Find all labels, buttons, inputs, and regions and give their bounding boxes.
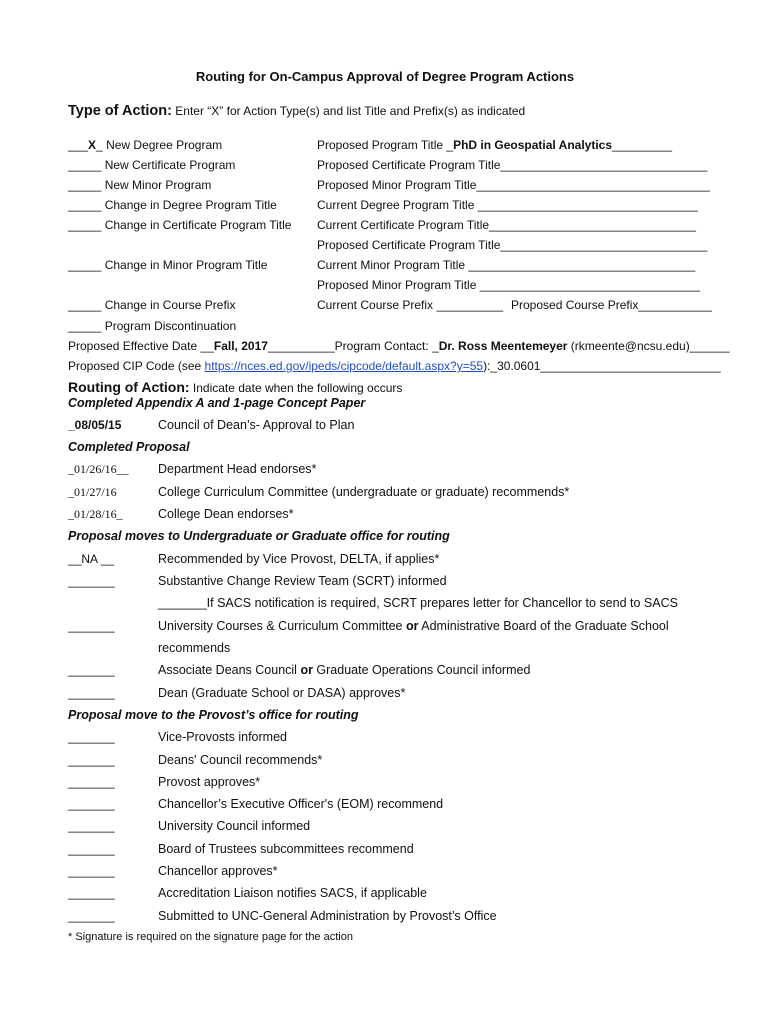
- step-college-curriculum: College Curriculum Committee (undergraduate or graduate) recommends*: [158, 485, 570, 499]
- action-mark: _____: [68, 178, 102, 192]
- current-minor-title-field: Current Minor Program Title __________________________________: [317, 258, 696, 272]
- action-mark-blank-tail: _: [96, 138, 103, 152]
- action-mark: X: [88, 138, 97, 152]
- cip-label: Proposed CIP Code (see: [68, 359, 205, 373]
- routing-instruction: Indicate date when the following occurs: [189, 381, 403, 395]
- action-mark: _____: [68, 258, 102, 272]
- contact-name: Dr. Ross Meentemeyer: [438, 339, 568, 353]
- action-label: Program Discontinuation: [104, 319, 237, 333]
- step-eom: Chancellor’s Executive Officer's (EOM) recommend: [158, 797, 444, 811]
- effective-date-value: Fall, 2017: [213, 339, 268, 353]
- current-certificate-title-field: Current Certificate Program Title_______________________________: [317, 218, 696, 232]
- action-label: New Degree Program: [106, 138, 223, 152]
- proposed-minor-title-field: Proposed Minor Program Title___________________________________: [317, 178, 710, 192]
- action-change-minor: [68, 258, 267, 272]
- field-label: Proposed Program Title _: [317, 138, 454, 152]
- step-date: _______: [68, 730, 115, 744]
- step-unc-ga: Submitted to UNC-General Administration by Provost’s Office: [158, 909, 497, 923]
- action-label: New Certificate Program: [104, 158, 236, 172]
- step-dean-approves: Dean (Graduate School or DASA) approves*: [158, 686, 406, 700]
- page-title: Routing for On-Campus Approval of Degree Program Actions: [195, 69, 575, 84]
- step-date: _______: [68, 797, 115, 811]
- action-new-degree: [68, 138, 222, 152]
- step-university-council: University Council informed: [158, 819, 311, 833]
- step-scrt: Substantive Change Review Team (SCRT) informed: [158, 574, 447, 588]
- step-date: _01/28/16_: [68, 507, 123, 521]
- step-accreditation: Accreditation Liaison notifies SACS, if applicable: [158, 886, 427, 900]
- step-date: _______: [68, 686, 115, 700]
- action-label: Change in Certificate Program Title: [104, 218, 292, 232]
- step-text: Associate Deans Council: [158, 663, 301, 677]
- action-label: New Minor Program: [104, 178, 212, 192]
- step-date: _01/26/16__: [68, 462, 129, 476]
- step-date: _______: [68, 663, 115, 677]
- routing-label: Routing of Action:: [68, 379, 190, 395]
- step-chancellor: Chancellor approves*: [158, 864, 278, 878]
- field-value: PhD in Geospatial Analytics: [453, 138, 613, 152]
- step-vice-provosts: Vice-Provosts informed: [158, 730, 287, 744]
- proposed-program-title-field: [317, 138, 672, 152]
- routing-of-action-line: [68, 379, 402, 395]
- step-provost: Provost approves*: [158, 775, 261, 789]
- action-label: Change in Course Prefix: [104, 298, 236, 312]
- step-college-dean: College Dean endorses*: [158, 507, 294, 521]
- cip-value: ):_30.0601___________________________: [483, 359, 721, 373]
- section-heading-concept: Completed Appendix A and 1-page Concept Paper: [68, 396, 366, 410]
- step-date: _______: [68, 909, 115, 923]
- action-new-minor: [68, 178, 211, 192]
- cip-link[interactable]: https://nces.ed.gov/ipeds/cipcode/default.aspx?y=55: [204, 359, 484, 373]
- action-mark-blank: ___: [68, 138, 89, 152]
- effective-date-line: [68, 339, 730, 353]
- step-date: _______: [68, 864, 115, 878]
- action-change-prefix: [68, 298, 235, 312]
- current-course-prefix-field: Current Course Prefix __________: [317, 298, 504, 312]
- step-date: _______: [68, 842, 115, 856]
- step-text-2: Administrative Board of the Graduate School: [418, 619, 669, 633]
- action-label: Change in Degree Program Title: [104, 198, 277, 212]
- or-word: or: [300, 663, 313, 677]
- action-change-certificate: [68, 218, 291, 232]
- step-university-courses: [158, 619, 669, 633]
- proposed-course-prefix-field: Proposed Course Prefix___________: [511, 298, 712, 312]
- type-of-action-label: Type of Action:: [68, 103, 172, 119]
- proposed-certificate-title-field: Proposed Certificate Program Title_______________________________: [317, 158, 708, 172]
- step-sacs-note: _______If SACS notification is required, SCRT prepares letter for Chancellor to send to SACS: [158, 596, 678, 610]
- step-date: _______: [68, 619, 115, 633]
- step-date: _______: [68, 775, 115, 789]
- section-heading-provost: Proposal move to the Provost’s office for routing: [68, 708, 359, 722]
- step-date: __NA __: [68, 552, 115, 566]
- step-date: _______: [68, 753, 115, 767]
- section-heading-routing-office: Proposal moves to Undergraduate or Graduate office for routing: [68, 529, 450, 543]
- action-mark: _____: [68, 158, 102, 172]
- action-mark: _____: [68, 198, 102, 212]
- contact-email: (rkmeente@ncsu.edu)______: [567, 339, 730, 353]
- action-discontinuation: [68, 319, 236, 333]
- footnote: * Signature is required on the signature page for the action: [68, 931, 353, 943]
- step-associate-deans: [158, 663, 530, 677]
- step-text: University Courses & Curriculum Committee: [158, 619, 406, 633]
- action-label: Change in Minor Program Title: [104, 258, 268, 272]
- step-vice-provost-delta: Recommended by Vice Provost, DELTA, if applies*: [158, 552, 440, 566]
- current-degree-title-field: Current Degree Program Title _________________________________: [317, 198, 698, 212]
- action-change-degree: [68, 198, 277, 212]
- step-council-deans: Council of Dean’s- Approval to Plan: [158, 418, 355, 432]
- cip-code-line: [68, 359, 721, 373]
- step-department-head: Department Head endorses*: [158, 462, 317, 476]
- field-tail: _________: [612, 138, 673, 152]
- type-of-action-line: [68, 103, 525, 119]
- program-contact-label: __________Program Contact: _: [267, 339, 439, 353]
- or-word: or: [405, 619, 419, 633]
- step-university-courses-cont: recommends: [158, 641, 231, 655]
- step-date: _______: [68, 886, 115, 900]
- action-mark: _____: [68, 298, 102, 312]
- section-heading-proposal: Completed Proposal: [68, 440, 190, 454]
- step-date: _08/05/15: [68, 418, 122, 432]
- step-date: _______: [68, 819, 115, 833]
- action-mark: _____: [68, 218, 102, 232]
- effective-date-label: Proposed Effective Date __: [68, 339, 214, 353]
- step-deans-council: Deans' Council recommends*: [158, 753, 323, 767]
- step-text-2: Graduate Operations Council informed: [312, 663, 531, 677]
- type-of-action-instruction: Enter “X” for Action Type(s) and list Title and Prefix(s) as indicated: [175, 104, 526, 118]
- step-board-of-trustees: Board of Trustees subcommittees recommend: [158, 842, 414, 856]
- step-date: _01/27/16: [68, 485, 117, 499]
- action-mark: _____: [68, 319, 102, 333]
- proposed-minor-title-field-2: Proposed Minor Program Title _________________________________: [317, 278, 700, 292]
- action-new-certificate: [68, 158, 235, 172]
- proposed-certificate-title-field-2: Proposed Certificate Program Title_______________________________: [317, 238, 708, 252]
- step-date: _______: [68, 574, 115, 588]
